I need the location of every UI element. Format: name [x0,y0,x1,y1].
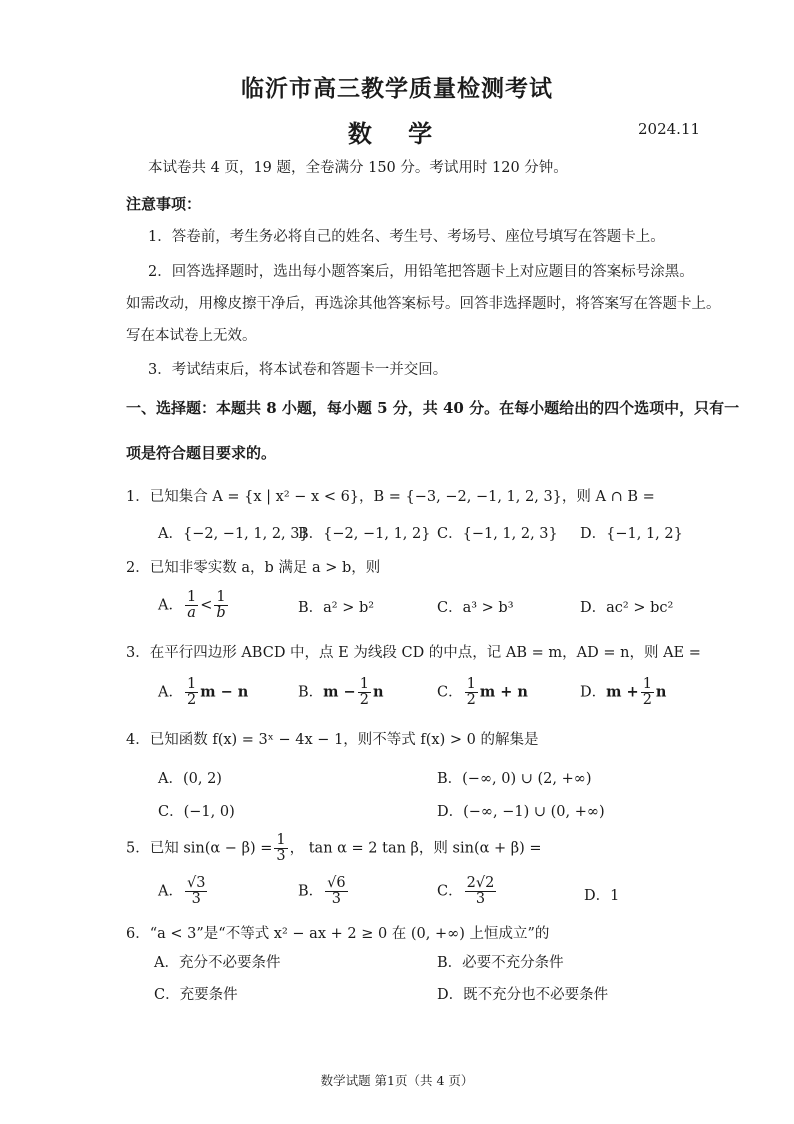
question-6-option-c: C．充要条件 [154,987,238,1003]
question-6-option-b: B．必要不充分条件 [437,955,564,971]
notice-item-1: 1．答卷前，考生务必将自己的姓名、考生号、考场号、座位号填写在答题卡上。 [148,229,665,245]
question-4-option-c: C．(−1, 0) [158,804,235,820]
question-6-stem: 6．“a < 3”是“不等式 x² − ax + 2 ≥ 0 在 (0, +∞) 上恒成立”的 [126,926,550,942]
less-than-sign: < [200,597,213,614]
question-3-stem: 3．在平行四边形 ABCD 中，点 E 为线段 CD 的中点，记 AB = m，AD = n，则 AE = [126,645,701,661]
fraction-one-half: $\frac{1}{2}$ [642,676,652,708]
section-heading-line2: 项是符合题目要求的。 [126,444,277,462]
fraction-one-third: $\frac{1}{3}$ [276,832,286,864]
question-4-stem: 4．已知函数 f(x) = 3ˣ − 4x − 1，则不等式 f(x) > 0 的解集是 [126,732,539,748]
question-2-option-b: B．a² > b² [298,600,375,616]
question-5-option-d: D．1 [584,888,620,904]
question-6-option-a: A．充分不必要条件 [154,955,281,971]
question-5-stem: 5．已知 sin(α − β) = $\frac{1}{3}$ ， tan α = 2 tan β，则 sin(α + β) = [126,832,542,864]
question-1-option-a: A．{−2, −1, 1, 2, 3} [158,526,309,542]
notice-heading: 注意事项： [126,195,202,213]
fraction-1-over-b: $\frac{1}{b}$ [216,589,226,621]
question-4-option-b: B．(−∞, 0) ∪ (2, +∞) [437,771,592,787]
fraction-one-half: $\frac{1}{2}$ [186,676,197,708]
question-3-option-a: A． $\frac{1}{2}$ m − n [158,676,249,708]
question-5-option-c: C． $\frac{2√2}{3}$ [437,875,495,907]
question-1-option-d: D．{−1, 1, 2} [580,526,683,542]
question-2-option-d: D．ac² > bc² [580,600,674,616]
question-1-option-c: C．{−1, 1, 2, 3} [437,526,558,542]
notice-item-3: 3．考试结束后，将本试卷和答题卡一并交回。 [148,362,448,378]
question-3-option-c: C． $\frac{1}{2}$ m + n [437,676,528,708]
question-2-option-c: C．a³ > b³ [437,600,514,616]
question-4-option-d: D．(−∞, −1) ∪ (0, +∞) [437,804,605,820]
question-2-stem: 2．已知非零实数 a，b 满足 a > b，则 [126,560,381,576]
question-1-option-b: B．{−2, −1, 1, 2} [298,526,431,542]
intro-text: 本试卷共 4 页，19 题，全卷满分 150 分。考试用时 120 分钟。 [148,160,568,176]
fraction-one-half: $\frac{1}{2}$ [466,676,476,708]
page-footer: 数学试题 第1页（共 4 页） [320,1073,474,1088]
notice-item-2-end: 写在本试卷上无效。 [126,328,257,344]
notice-item-2-cont: 如需改动，用橡皮擦干净后，再选涂其他答案标号。回答非选择题时，将答案写在答题卡上。 [126,296,721,312]
question-2-option-a [158,590,230,621]
question-5-option-a: A． $\frac{√3}{3}$ [158,875,206,907]
fraction-one-half: $\frac{1}{2}$ [359,676,369,708]
exam-title: 临沂市高三教学质量检测考试 [241,75,553,102]
question-3-option-d: D．m + $\frac{1}{2}$ n [580,676,667,708]
fraction-root3-over-3: $\frac{√3}{3}$ [186,875,206,907]
question-1-stem: 1．已知集合 A = {x | x² − x < 6}，B = {−3, −2, −1, 1, 2, 3}，则 A ∩ B = [126,489,655,505]
option-a-label: A． [158,597,183,614]
section-heading-line1: 一、选择题：本题共 8 小题，每小题 5 分，共 40 分。在每小题给出的四个选项中，只有一 [126,399,740,417]
question-6-option-d: D．既不充分也不必要条件 [437,987,609,1003]
fraction-1-over-a: $\frac{1}{a}$ [186,589,197,621]
fraction-root6-over-3: $\frac{√6}{3}$ [327,875,346,907]
subject-title: 数 学 [347,119,447,148]
question-3-option-b: B．m − $\frac{1}{2}$ n [298,676,384,708]
exam-date: 2024.11 [638,120,701,138]
question-4-option-a: A．(0, 2) [158,771,222,787]
fraction-2root2-over-3: $\frac{2√2}{3}$ [466,875,495,907]
question-5-option-b: B． $\frac{√6}{3}$ [298,875,346,907]
notice-item-2: 2．回答选择题时，选出每小题答案后，用铅笔把答题卡上对应题目的答案标号涂黑。 [148,264,694,280]
